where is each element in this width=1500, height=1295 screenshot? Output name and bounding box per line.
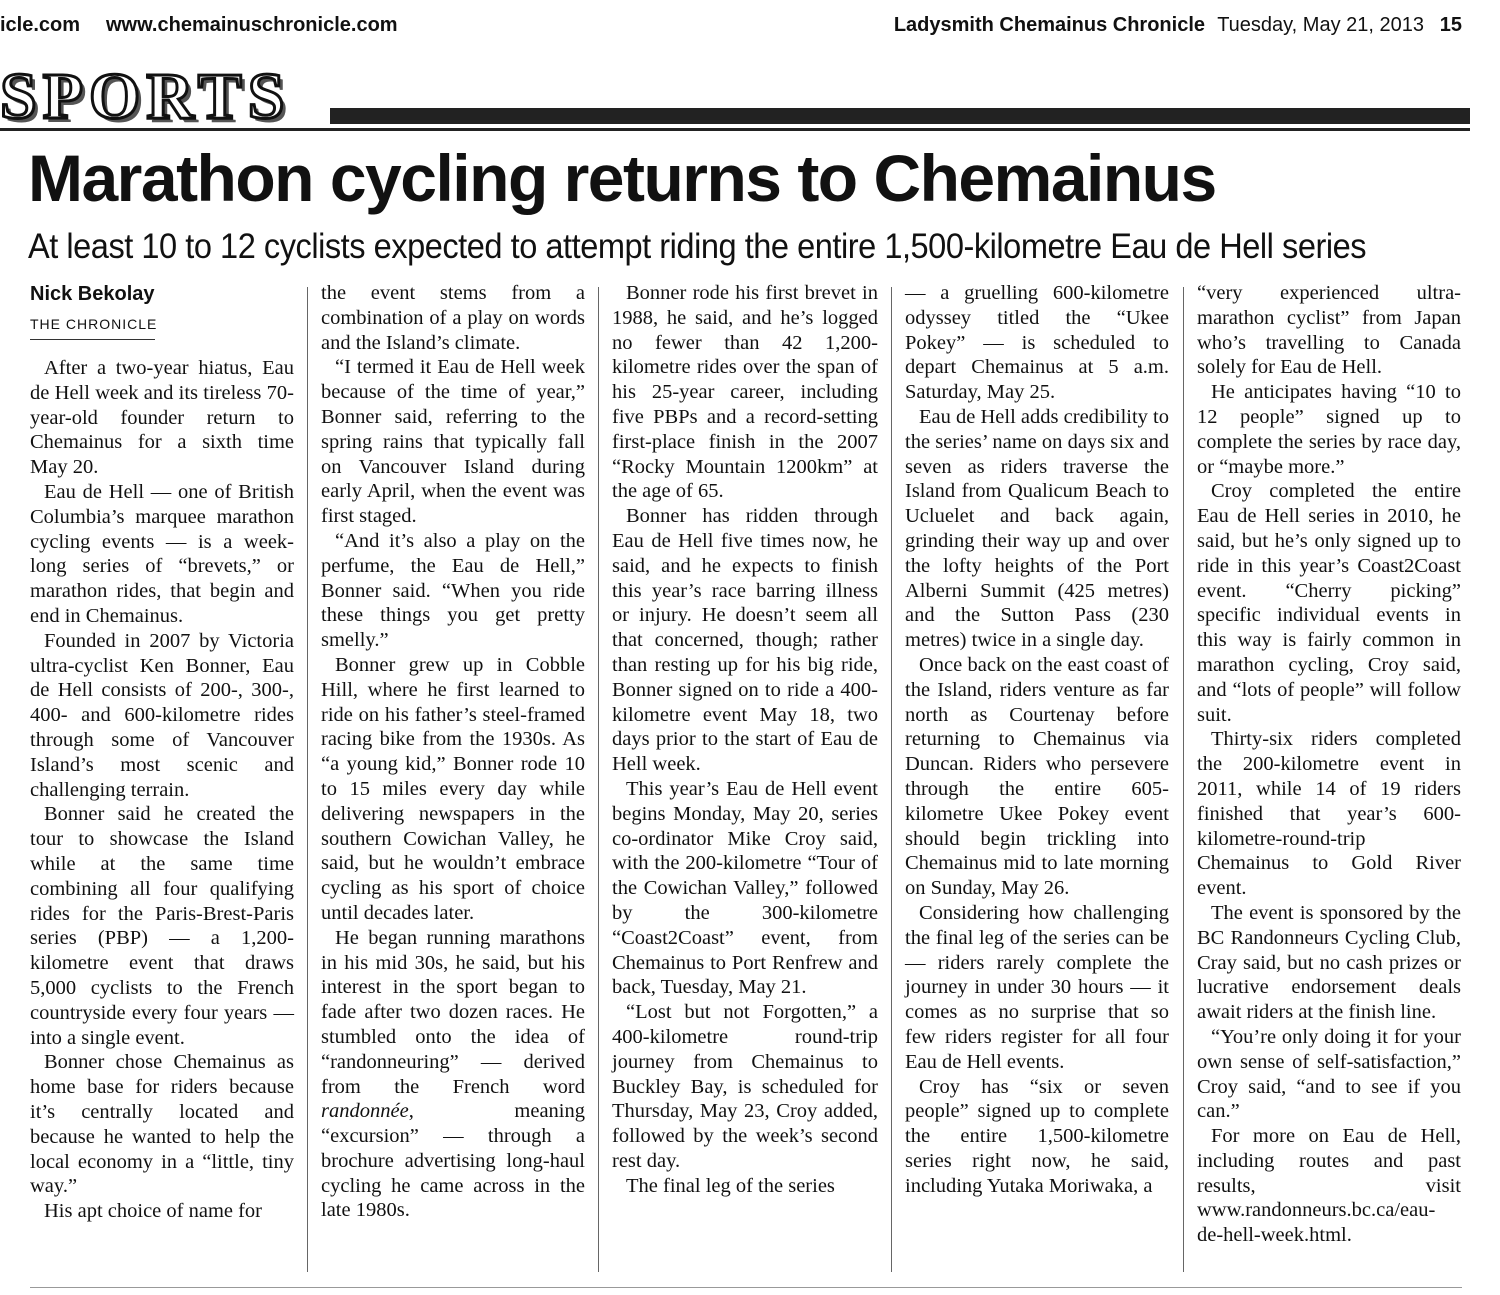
article-paragraph: “Lost but not Forgotten,” a 400-kilometre round-trip journey from Chemainus to Buckley Bay, is scheduled for Thursday, May 23, Croy added, followed by the week’s second rest day. [612,1001,878,1172]
article-paragraph: Bonner said he created the tour to showcase the Island while at the same time combining all four qualifying rides for the Paris-Brest-Paris series (PBP) — a 1,200-kilometre event that draws 5,000 cyclists to the French countryside every four years — into a single event. [30,803,294,1049]
folio-date: Tuesday, May 21, 2013 [1217,14,1424,36]
article-paragraph: Eau de Hell — one of British Columbia’s marquee marathon cycling events — is a week-long series of “brevets,” or marathon rides, that begin and end in Chemainus. [30,480,294,627]
article-column-1 [30,356,294,1224]
article-column-5 [1197,281,1461,1248]
article-paragraph: This year’s Eau de Hell event begins Monday, May 20, series co-ordinator Mike Croy said, with the 200-kilometre “Tour of the Cowichan Valley,” followed by the 300-kilometre “Coast2Coast” event, from Chemainus to Port Renfrew and back, Tuesday, May 21. [612,777,878,999]
article-paragraph: After a two-year hiatus, Eau de Hell week and its tireless 70-year-old founder return to Chemainus for a sixth time May 20. [30,357,294,479]
deck-subheadline: At least 10 to 12 cyclists expected to attempt riding the entire 1,500-kilometre Eau de Hell series [28,227,1367,266]
article-paragraph: His apt choice of name for [44,1200,263,1223]
article-paragraph: Founded in 2007 by Victoria ultra-cyclist Ken Bonner, Eau de Hell consists of 200-, 300-, 400- and 600-kilometre rides through some of Vancouver Island’s most scenic and challenging terrain. [30,629,294,801]
section-label: SPORTS [0,60,291,133]
article-paragraph: Bonner grew up in Cobble Hill, where he first learned to ride on his father’s steel-framed racing bike from the 1930s. As “a young kid,” Bonner rode 10 to 15 miles every day while delivering newspapers in the southern Cowichan Valley, he said, but he wouldn’t embrace cycling as his sport of choice until decades later. [321,653,585,924]
bottom-rule [30,1287,1462,1288]
folio-page-number: 15 [1439,14,1462,36]
folio-paper-name: Ladysmith Chemainus Chronicle [893,14,1205,36]
paragraph-text: , meaning “excursion” — through a brochure advertising long-haul cycling he came across in the late 1980s. [321,1100,585,1222]
article-paragraph: He anticipates having “10 to 12 people” signed up to complete the series by race day, or “maybe more.” [1197,381,1461,478]
article-paragraph: Once back on the east coast of the Island, riders venture as far north as Courtenay before returning to Chemainus via Duncan. Riders who persevere through the entire 605-kilometre Ukee Pokey event should begin trickling into Chemainus mid to late morning on Sunday, May 26. [905,653,1169,900]
byline-author: Nick Bekolay [30,283,155,305]
article-paragraph: “very experienced ultra-marathon cyclist” from Japan who’s travelling to Canada solely for Eau de Hell. [1197,282,1461,379]
folio-website: www.chemainuschronicle.com [106,14,398,36]
article-paragraph: “You’re only doing it for your own sense of self-satisfaction,” Croy said, “and to see if you can.” [1197,1025,1461,1123]
article-paragraph [321,926,585,1224]
section-header [0,60,1470,133]
paragraph-text: He began running marathons in his mid 30s, he said, but his interest in the sport began to fade after two dozen races. He stumbled onto the idea of “randonneuring” — derived from the French word [321,926,585,1098]
article-paragraph: the event stems from a combination of a play on words and the Island’s climate. [321,282,585,354]
column-rule [598,287,599,1272]
article-paragraph: Bonner rode his first brevet in 1988, he said, and he’s logged no fewer than 42 1,200-kilometre rides over the span of his 25-year career, including five PBPs and a record-setting first-place finish in the 2007 “Rocky Mountain 1200km” at the age of 65. [612,282,878,503]
column-rule [1183,287,1184,1272]
article-paragraph: Bonner has ridden through Eau de Hell five times now, he said, and he expects to finish this year’s race barring illness or injury. He doesn’t seem all that concerned, though; rather than resting up for his big ride, Bonner signed on to ride a 400-kilometre event May 18, two days prior to the start of Eau de Hell week. [612,505,878,776]
article-paragraph: Croy completed the entire Eau de Hell series in 2010, he said, but he’s only signed up to ride in this year’s Coast2Coast event. “Cherry picking” specific individual events in this way is fairly common in marathon cycling, Croy said, and “lots of people” will follow suit. [1197,480,1461,726]
article-paragraph: “I termed it Eau de Hell week because of the time of year,” Bonner said, referring to the spring rains that typically fall on Vancouver Island during early April, when the event was first staged. [321,356,585,528]
article-column-4 [905,281,1169,1198]
byline-rule [30,339,155,340]
article-paragraph: For more on Eau de Hell, including routes and past results, visit www.randonneurs.bc.ca/eau-de-hell-week.html. [1197,1125,1461,1247]
page-folio [0,10,1500,44]
section-rule-thick [330,108,1470,124]
article-paragraph: “And it’s also a play on the perfume, the Eau de Hell,” Bonner said. “When you ride these things you get pretty smelly.” [321,529,585,652]
article-column-2 [321,281,585,1223]
article-paragraph: Considering how challenging the final leg of the series can be — riders rarely complete the journey in under 30 hours — it comes as no surprise that so few riders register for all four Eau de Hell events. [905,901,1169,1073]
article-paragraph: Croy has “six or seven people” signed up to complete the entire 1,500-kilometre series right now, he said, including Yutaka Moriwaka, a [905,1075,1169,1197]
byline-organization: THE CHRONICLE [30,316,158,332]
article-paragraph: Thirty-six riders completed the 200-kilometre event in 2011, while 14 of 19 riders finished that year’s 600-kilometre-round-trip Chemainus to Gold River event. [1197,728,1461,900]
headline: Marathon cycling returns to Chemainus [28,141,1216,215]
folio-site-fragment: icle.com [0,14,81,36]
article-paragraph: Eau de Hell adds credibility to the series’ name on days six and seven as riders traverse the Island from Qualicum Beach to Ucluelet and back again, grinding their way up and over the lofty heights of the Port Alberni Summit (425 metres) and the Sutton Pass (230 metres) twice in a single day. [905,405,1169,652]
column-rule [891,287,892,1272]
article-column-3 [612,281,878,1198]
article-paragraph: The event is sponsored by the BC Randonneurs Cycling Club, Cray said, but no cash prizes or lucrative endorsement deals await riders at the finish line. [1197,901,1461,1024]
article-paragraph: — a gruelling 600-kilometre odyssey titled the “Ukee Pokey” — is scheduled to depart Chemainus at 5 a.m. Saturday, May 25. [905,282,1169,404]
article-paragraph: Bonner chose Chemainus as home base for riders because it’s centrally located and because he wanted to help the local economy in a “little, tiny way.” [30,1051,294,1198]
column-rule [307,287,308,1272]
italic-term: randonnée [321,1100,409,1123]
article-paragraph: The final leg of the series [626,1174,835,1197]
byline [30,281,300,340]
